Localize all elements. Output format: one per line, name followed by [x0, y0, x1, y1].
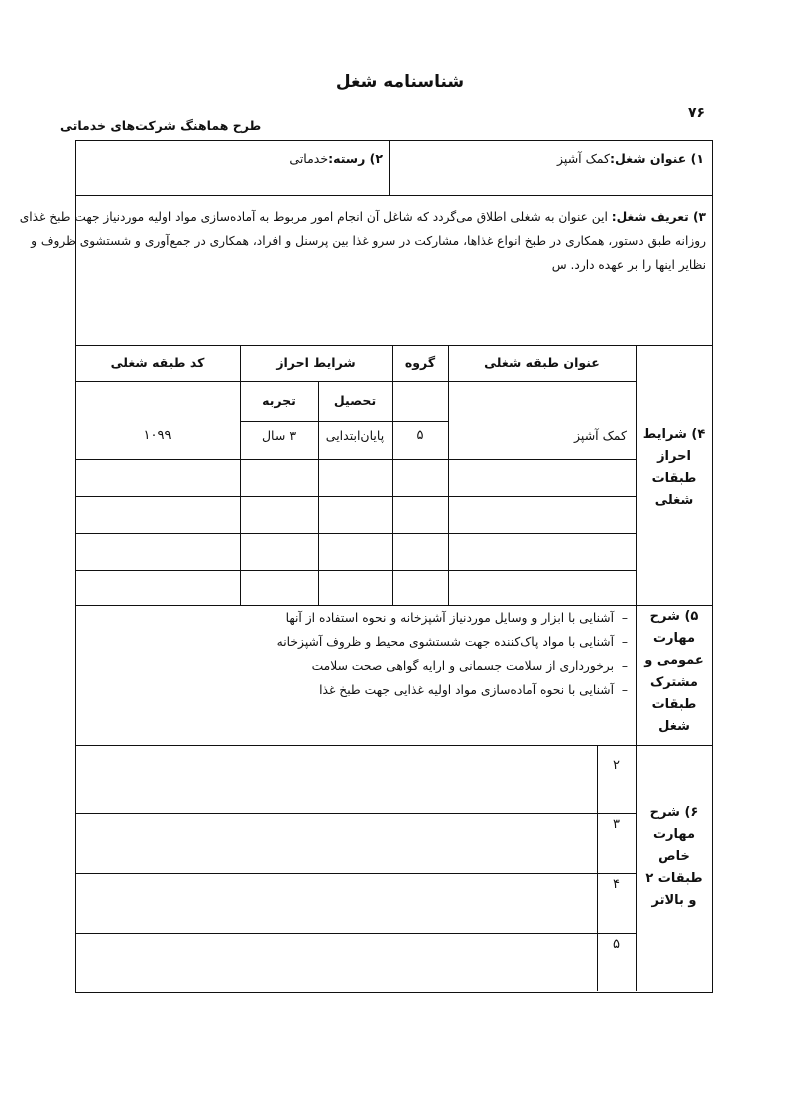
list-item [250, 611, 628, 635]
special-skills-section-label [637, 802, 711, 912]
section-label-line: مهارت [652, 827, 696, 842]
job-title-field [404, 151, 704, 166]
list-item [250, 635, 628, 659]
category-value: خدماتی [289, 151, 329, 166]
row-experience: ۳ سال [261, 428, 297, 443]
section-label-line: مهارت [652, 631, 696, 646]
row-class-title: کمک آشپز [574, 428, 627, 443]
skill-text: آشنایی با نحوه آماده‌سازی مواد اولیه غذایی جهت طبخ غذا [319, 683, 615, 697]
plan-name: طرح هماهنگ شرکت‌های خدماتی [60, 118, 262, 133]
skill-text: برخورداری از سلامت جسمانی و ارایه گواهی صحت سلامت [311, 659, 615, 673]
header-group: گروه [404, 355, 436, 370]
list-item [250, 683, 628, 707]
job-title-value: کمک آشپز [557, 151, 610, 166]
special-skill-row-number: ۲ [613, 758, 620, 773]
section-label-line: و بالاتر [651, 893, 697, 908]
category-label: ۲) رسته: [328, 151, 383, 166]
header-experience: تجربه [262, 393, 296, 408]
bullet-dash: – [621, 635, 628, 649]
section-label-line: طبقات [651, 697, 697, 712]
definition-line-1: این عنوان به شغلی اطلاق می‌گردد که شاغل آن انجام امور مربوط به آماده‌سازی مواد اولیه موردنیاز جهت طبخ غذای [19, 210, 608, 224]
job-title-label: ۱) عنوان شغل: [610, 151, 704, 166]
general-skills-list [250, 611, 628, 707]
section-label-line: عمومی و [644, 653, 704, 668]
section-label-line: شغل [658, 719, 690, 734]
definition-line-3: نظایر اینها را بر عهده دارد. س [551, 258, 706, 272]
job-definition [19, 205, 706, 277]
qualifications-section-label [637, 424, 711, 512]
row-education: پایان‌ابتدایی [325, 428, 385, 443]
skill-text: آشنایی با ابزار و وسایل موردنیاز آشپزخانه و نحوه استفاده از آنها [285, 611, 615, 625]
section-label-line: شغلی [654, 493, 694, 508]
bullet-dash: – [621, 683, 628, 697]
header-requirements: شرایط احراز [276, 355, 356, 370]
section-label-line: طبقات ۲ [645, 871, 703, 886]
section-label-line: احراز [657, 449, 691, 464]
section-label-line: خاص [658, 849, 690, 864]
section-label-line: مشترک [650, 675, 698, 690]
page-title: شناسنامه شغل [335, 72, 465, 92]
special-skill-row-number: ۳ [613, 817, 620, 832]
special-skill-row-number: ۴ [613, 877, 620, 892]
special-skill-row-number: ۵ [613, 937, 620, 952]
page-number: ۷۶ [688, 105, 706, 121]
header-education: تحصیل [333, 393, 377, 408]
bullet-dash: – [621, 659, 628, 673]
header-class-code: کد طبقه شغلی [110, 355, 205, 370]
general-skills-section-label [637, 606, 711, 738]
bullet-dash: – [621, 611, 628, 625]
section-label-line: طبقات [651, 471, 697, 486]
list-item [250, 659, 628, 683]
row-class-code: ۱۰۹۹ [143, 428, 172, 443]
row-group: ۵ [416, 428, 424, 443]
section-label-line: ۴) شرایط [642, 427, 706, 442]
section-label-line: ۶) شرح [649, 805, 699, 820]
category-field [93, 151, 383, 166]
definition-line-2: روزانه طبق دستور، همکاری در طبخ انواع غذاها، مشارکت در سرو غذا بین پرسنل و افراد، همکاری در جمع‌آوری و شستشوی ظروف و [31, 234, 706, 248]
header-class-title: عنوان طبقه شغلی [484, 355, 600, 370]
section-label-line: ۵) شرح [649, 609, 699, 624]
skill-text: آشنایی با مواد پاک‌کننده جهت شستشوی محیط و ظروف آشپزخانه [276, 635, 615, 649]
definition-label: ۳) تعریف شغل: [611, 210, 706, 224]
